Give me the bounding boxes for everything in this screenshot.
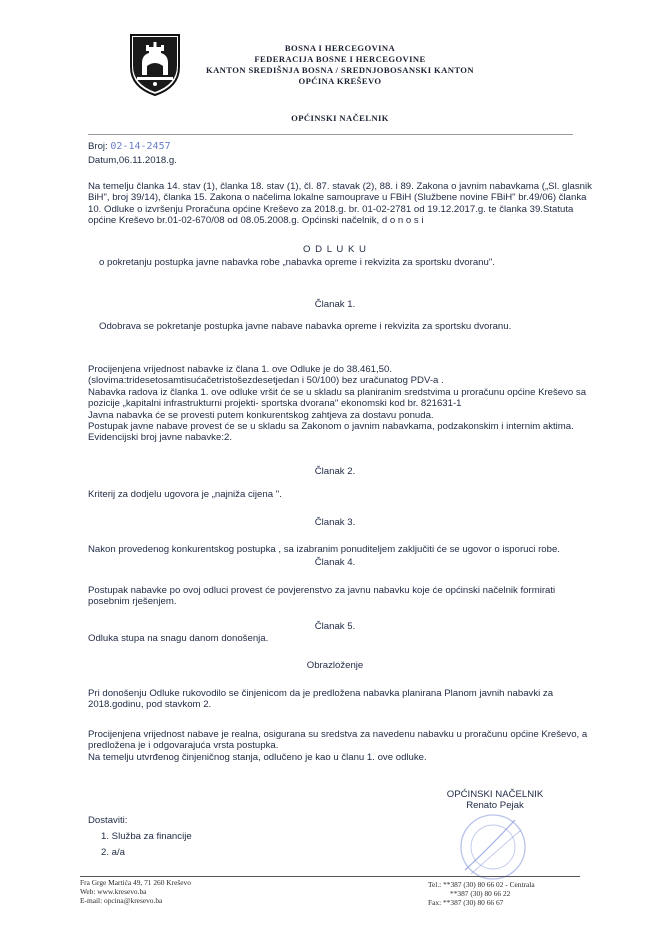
footer-web: Web: www.kresevo.ba (80, 887, 147, 897)
explanation-paragraph-2 (88, 729, 587, 763)
letterhead-federation: FEDERACIJA BOSNE I HERCEGOVINE (254, 54, 426, 64)
footer-contact-right (428, 880, 535, 908)
article-4-line: Postupak nabavke po ovoj odluci provest će povjerenstvo za javnu nabavku koje će općinski načelnik formirati (88, 585, 556, 596)
decision-title: O D L U K U (303, 244, 367, 255)
letterhead-office: OPĆINSKI NAČELNIK (291, 113, 389, 123)
article-5-title: Članak 5. (314, 621, 356, 632)
explanation-line: Na temelju utvrđenog činjeničnog stanja, odlučeno je kao u članu 1. ove odluke. (88, 751, 427, 763)
signature-name: Renato Pejak (466, 800, 524, 812)
article-3-text: Nakon provedenog konkurentskog postupka , sa izabranim ponuditeljem zaključiti će se ugovor o isporuci robe. (88, 544, 560, 555)
header-divider (88, 134, 573, 135)
value-line: Javna nabavka će se provesti putem konkurentskog zahtjeva za dostavu ponuda. (88, 409, 434, 421)
document-date: Datum,06.11.2018.g. (88, 155, 177, 166)
signature-role: OPĆINSKI NAČELNIK (446, 789, 544, 800)
letterhead (160, 43, 520, 87)
footer-email: E-mail: opcina@kresevo.ba (80, 896, 163, 906)
footer-contact-left (80, 878, 191, 906)
letterhead-country: BOSNA I HERCEGOVINA (284, 43, 396, 53)
article-4-line: posebnim rješenjem. (88, 596, 177, 608)
explanation-line: Procijenjena vrijednost nabave je realna, osigurana su sredstva za navedenu nabavku u proračunu općine Kreševo, a (88, 729, 588, 740)
letterhead-canton: KANTON SREDIŠNJA BOSNA / SREDNJOBOSANSKI KANTON (205, 65, 474, 75)
value-line: (slovima:tridesetosamtisućačetristošezdesetjedan i 50/100) bez uračunatog PDV-a . (88, 375, 444, 387)
reference-value: 02-14-2457 (110, 141, 171, 152)
footer-address: Fra Grge Martića 49, 71 260 Kreševo (80, 878, 191, 887)
value-line: Evidencijski broj javne nabavke:2. (88, 432, 232, 444)
value-line: Procijenjena vrijednost nabavke iz člana 1. ove Odluke je do 38.461,50. (88, 364, 392, 375)
distribution-item: 1. Služba za financije (101, 831, 192, 842)
preamble-line: Na temelju članka 14. stav (1), članka 18. stav (1), čl. 87. stavak (2), 88. i 89. Zakona o javnim nabavkama („Sl. glasnik (88, 181, 592, 192)
letterhead-municipality: OPĆINA KREŠEVO (298, 76, 382, 86)
decision-subtitle: o pokretanju postupka javne nabavka robe „nabavka opreme i rekvizita za sportsku dvoranu". (99, 257, 495, 268)
article-3-title: Članak 3. (314, 517, 356, 528)
explanation-line: Pri donošenju Odluke rukovodilo se činjenicom da je predložena nabavka planirana Planom javnih nabavki za (88, 688, 554, 699)
value-line: pozicije „kapitalni infrastrukturni projekti- sportska dvorana" ekonomski kod br. 821631-1 (88, 398, 462, 410)
reference-number (88, 141, 171, 152)
value-block (88, 364, 586, 444)
article-1-title: Članak 1. (314, 299, 356, 310)
article-1-text: Odobrava se pokretanje postupka javne nabave nabavka opreme i rekvizita za sportsku dvoranu. (99, 321, 512, 332)
article-5-text: Odluka stupa na snagu danom donošenja. (88, 633, 269, 644)
explanation-paragraph-1 (88, 688, 553, 711)
value-line: Nabavka radova iz članka 1. ove odluke vršit će se u skladu sa planiranim sredstvima u proračunu općine Kreševo sa (88, 386, 587, 398)
footer-tel: Tel.: **387 (30) 80 66 02 - Centrala (428, 880, 535, 889)
reference-label: Broj: (88, 141, 108, 152)
preamble-line: općine Kreševo br.01-02-670/08 od 08.05.2008.g. Općinski načelnik, d o n o s i (88, 215, 424, 227)
distribution-label: Dostaviti: (88, 815, 128, 826)
preamble (88, 181, 592, 227)
footer-fax: Fax: **387 (30) 80 66 67 (428, 898, 504, 908)
footer-divider (80, 876, 580, 877)
value-line: Postupak javne nabave provest će se u skladu sa Zakonom o javnim nabavkama, podzakonskim i internim aktima. (88, 421, 574, 433)
explanation-line: predložena je i odgovarajuća vrsta postupka. (88, 740, 279, 752)
distribution-list (101, 829, 192, 861)
preamble-line: 10. Odluke o izvršenju Proračuna općine Kreševo za 2018.g. br. 01-02-2781 od 19.12.2017.g. te članka 39.Statuta (88, 203, 574, 215)
distribution-item: 2. a/a (101, 847, 126, 858)
explanation-title: Obrazloženje (306, 660, 364, 671)
article-2-title: Članak 2. (314, 466, 356, 477)
explanation-line: 2018.godinu, pod stavkom 2. (88, 699, 212, 711)
footer-tel2: **387 (30) 80 66 22 (450, 889, 511, 899)
official-stamp-icon (455, 812, 531, 882)
article-4-text (88, 585, 555, 608)
article-4-title: Članak 4. (314, 557, 356, 568)
signature-block (420, 789, 570, 812)
article-2-text: Kriterij za dodjelu ugovora je „najniža cijena ". (88, 489, 282, 500)
preamble-line: BiH", broj 39/14), članka 15. Zakona o načelima lokalne samouprave u FBiH (Službene novine FBiH" br.49/06) članka (88, 192, 587, 204)
